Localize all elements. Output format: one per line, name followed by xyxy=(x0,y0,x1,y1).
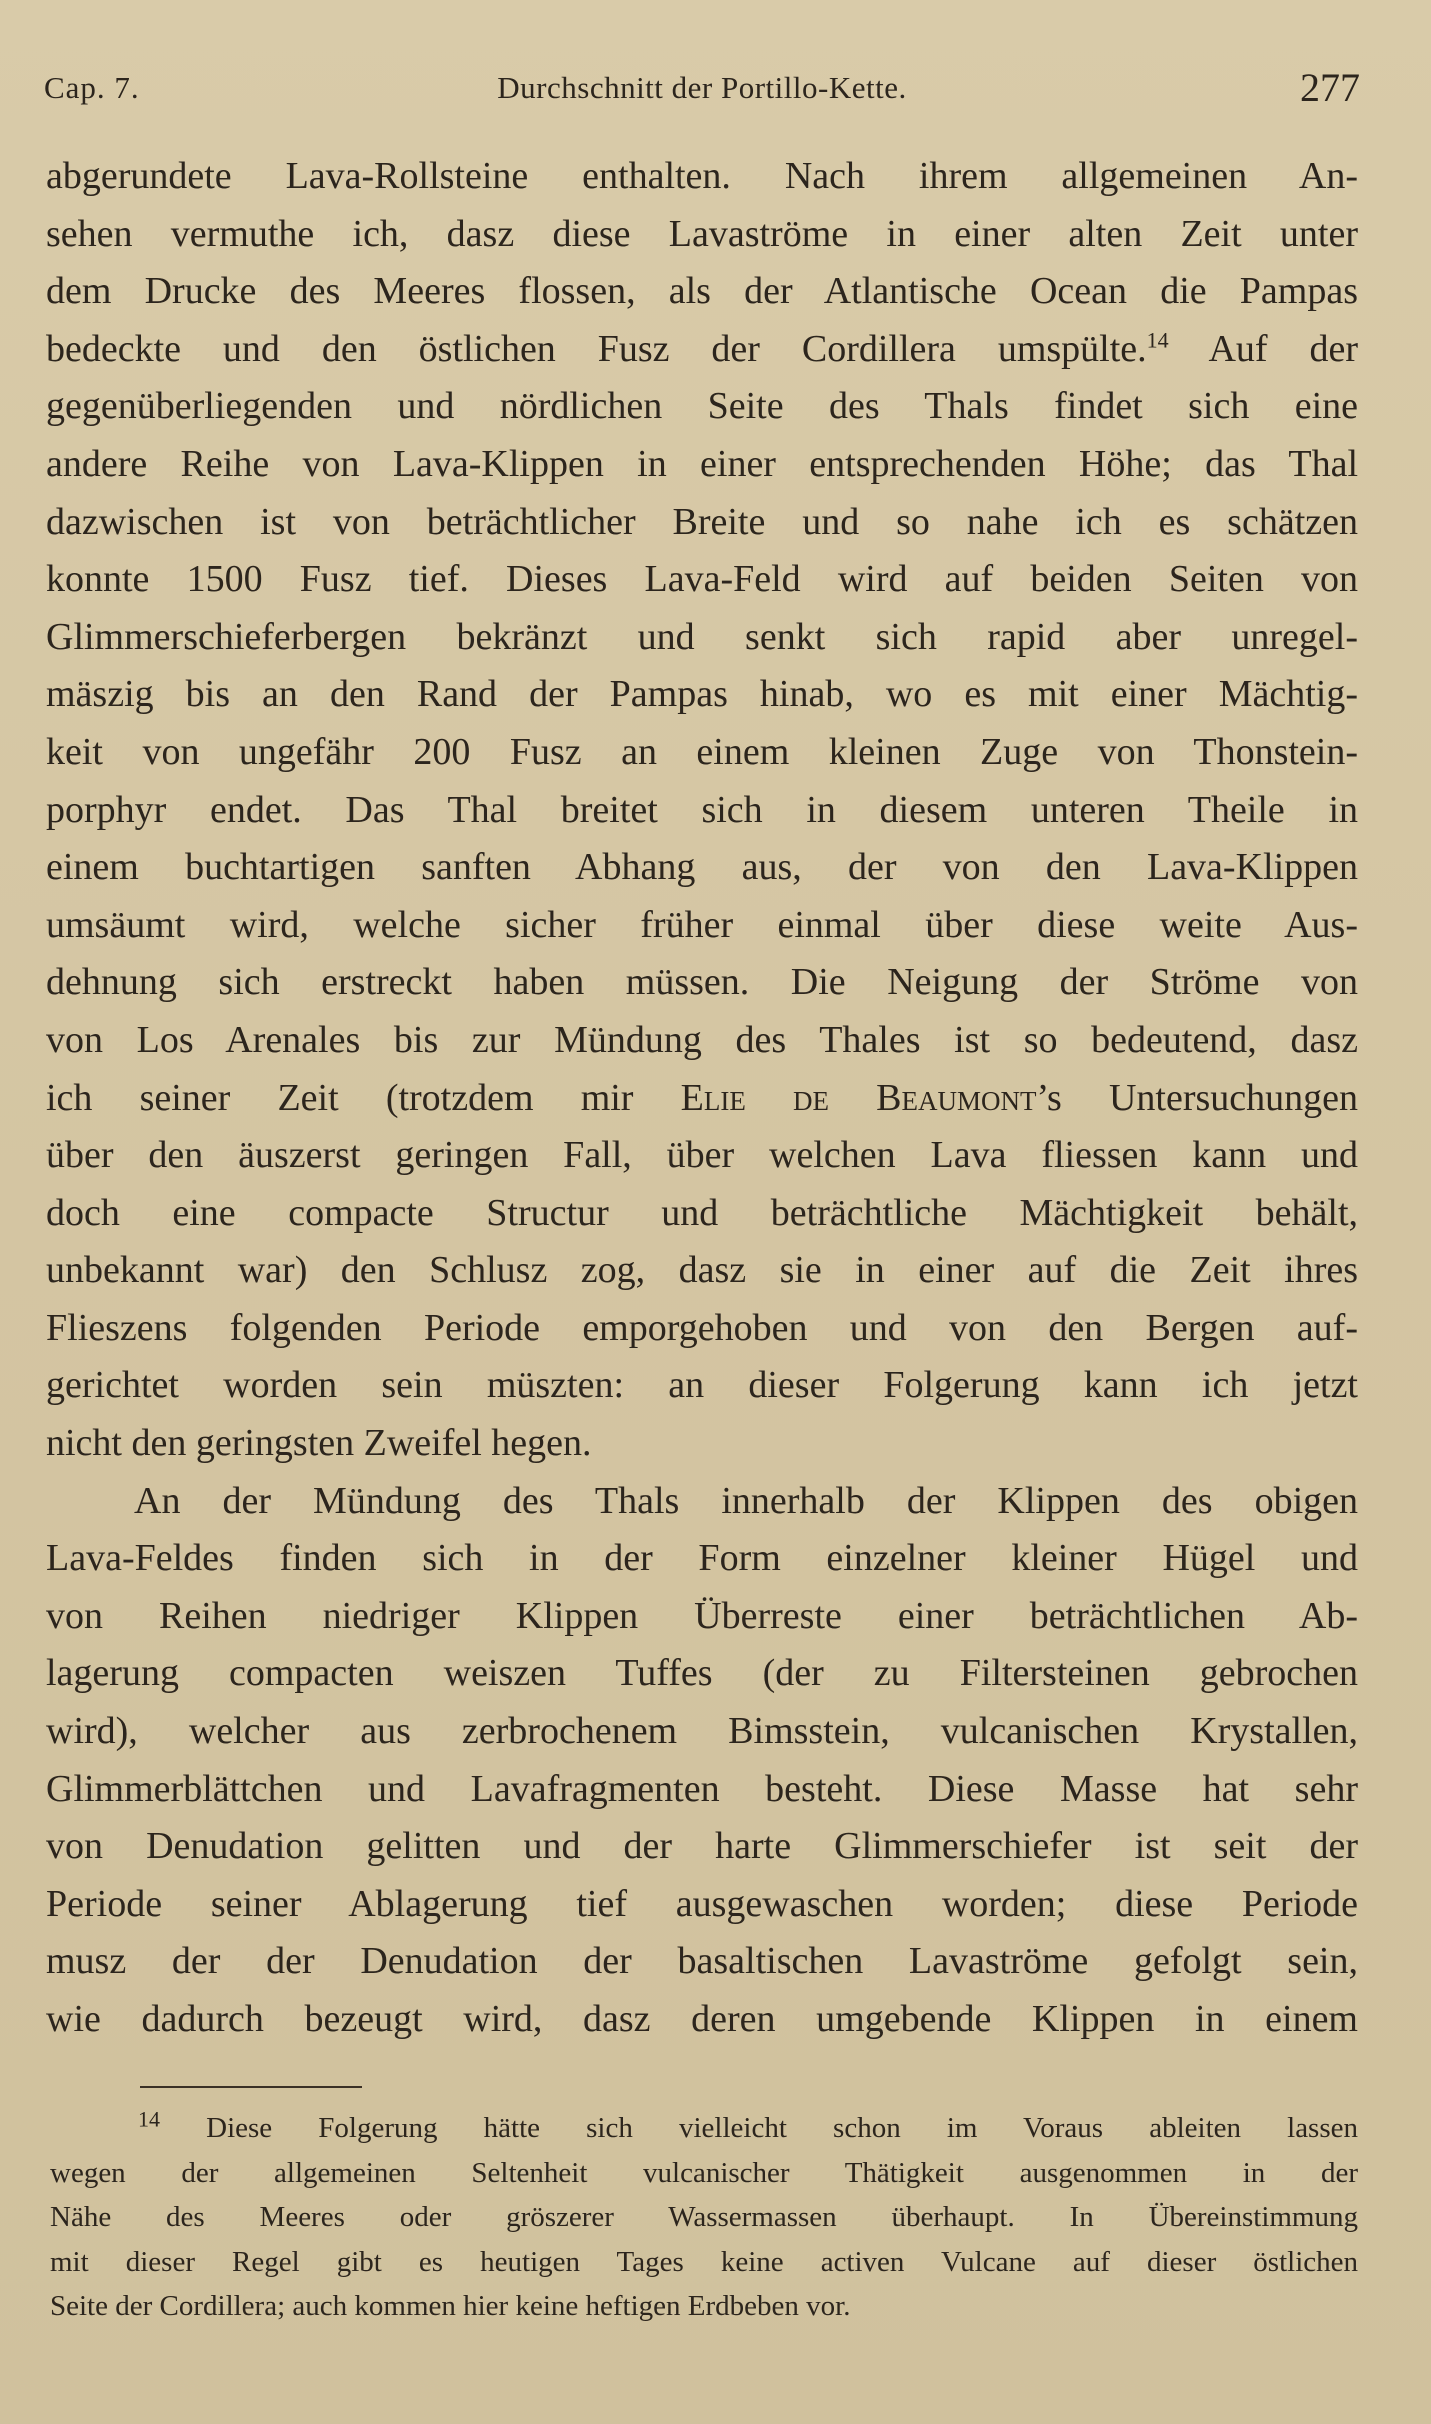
footnote-reference: 14 xyxy=(1146,327,1169,353)
line-text: Auf der xyxy=(1208,327,1358,370)
text-line: konnte 1500 Fusz tief. Dieses Lava-Feld wird auf beiden Seiten von xyxy=(46,558,1358,601)
text-line: über den äuszerst geringen Fall, über welchen Lava fliessen kann und xyxy=(46,1134,1358,1177)
main-text xyxy=(46,148,1358,2049)
text-line: gerichtet worden sein müszten: an dieser Folgerung kann ich jetzt xyxy=(46,1364,1358,1407)
footnote-line: wegen der allgemeinen Seltenheit vulcanischer Thätigkeit ausgenommen in der xyxy=(50,2156,1358,2189)
text-line: An der Mündung des Thals innerhalb der Klippen des obigen xyxy=(134,1479,1358,1522)
text-line: dehnung sich erstreckt haben müssen. Die Neigung der Ströme von xyxy=(46,961,1358,1004)
footnote-line: Seite der Cordillera; auch kommen hier keine heftigen Erdbeben vor. xyxy=(50,2290,851,2323)
text-line: keit von ungefähr 200 Fusz an einem kleinen Zuge von Thonstein- xyxy=(46,730,1358,773)
text-line: abgerundete Lava-Rollsteine enthalten. Nach ihrem allgemeinen An- xyxy=(46,155,1358,197)
footnote-line xyxy=(50,2106,1358,2151)
running-title: Durchschnitt der Portillo-Kette. xyxy=(497,70,907,105)
text-line: sehen vermuthe ich, dasz diese Lavaströme in einer alten Zeit unter xyxy=(46,212,1358,255)
text-line: Lava-Feldes finden sich in der Form einzelner kleiner Hügel und xyxy=(46,1537,1358,1580)
text-line xyxy=(46,321,1358,379)
text-line: von Denudation gelitten und der harte Glimmerschiefer ist seit der xyxy=(46,1825,1358,1868)
text-line: einem buchtartigen sanften Abhang aus, der von den Lava-Klippen xyxy=(46,846,1358,889)
text-line: von Los Arenales bis zur Mündung des Thales ist so bedeutend, dasz xyxy=(46,1018,1358,1061)
footnote-text: Diese Folgerung hätte sich vielleicht schon im Voraus ableiten lassen xyxy=(206,2112,1358,2144)
footnote-divider xyxy=(140,2086,362,2088)
text-line: Glimmerblättchen und Lavafragmenten besteht. Diese Masse hat sehr xyxy=(46,1767,1358,1810)
line-text: bedeckte und den östlichen Fusz der Cordillera umspülte. xyxy=(46,327,1147,370)
text-line: wird), welcher aus zerbrochenem Bimsstein, vulcanischen Krystallen, xyxy=(46,1710,1358,1753)
text-line: andere Reihe von Lava-Klippen in einer entsprechenden Höhe; das Thal xyxy=(46,442,1358,485)
text-line: lagerung compacten weiszen Tuffes (der zu Filtersteinen gebrochen xyxy=(46,1652,1358,1695)
page-number: 277 xyxy=(1300,65,1360,110)
line-text: ich seiner Zeit (trotzdem mir xyxy=(46,1076,634,1119)
text-line: unbekannt war) den Schlusz zog, dasz sie in einer auf die Zeit ihres xyxy=(46,1249,1358,1292)
text-line: Flieszens folgenden Periode emporgehoben und von den Bergen auf- xyxy=(46,1306,1358,1349)
footnote-line: Nähe des Meeres oder gröszerer Wassermassen überhaupt. In Übereinstimmung xyxy=(50,2201,1358,2234)
text-line: mäszig bis an den Rand der Pampas hinab, wo es mit einer Mächtig- xyxy=(46,673,1358,716)
chapter-label: Cap. 7. xyxy=(44,70,140,105)
running-header xyxy=(44,62,1360,122)
text-line: Glimmerschieferbergen bekränzt und senkt sich rapid aber unregel- xyxy=(46,615,1358,658)
text-line: doch eine compacte Structur und beträchtliche Mächtigkeit behält, xyxy=(46,1191,1358,1234)
text-line: Periode seiner Ablagerung tief ausgewaschen worden; diese Periode xyxy=(46,1882,1358,1925)
footnote-number: 14 xyxy=(138,2106,160,2132)
text-line: nicht den geringsten Zweifel hegen. xyxy=(46,1422,592,1465)
text-line xyxy=(46,1070,1358,1128)
text-line: dazwischen ist von beträchtlicher Breite und so nahe ich es schätzen xyxy=(46,500,1358,543)
footnote-line: mit dieser Regel gibt es heutigen Tages keine activen Vulcane auf dieser östlichen xyxy=(50,2245,1358,2278)
text-line: dem Drucke des Meeres flossen, als der Atlantische Ocean die Pampas xyxy=(46,270,1358,313)
text-line: porphyr endet. Das Thal breitet sich in diesem unteren Theile in xyxy=(46,788,1358,831)
footnote xyxy=(50,2106,1358,2329)
text-line: umsäumt wird, welche sicher früher einmal über diese weite Aus- xyxy=(46,903,1358,946)
text-line: von Reihen niedriger Klippen Überreste einer beträchtlichen Ab- xyxy=(46,1594,1358,1637)
line-text: ’s Untersuchungen xyxy=(1036,1076,1358,1119)
author-name: Elie de Beaumont xyxy=(680,1076,1037,1119)
text-line: gegenüberliegenden und nördlichen Seite des Thals findet sich eine xyxy=(46,385,1358,428)
text-line: wie dadurch bezeugt wird, dasz deren umgebende Klippen in einem xyxy=(46,1998,1358,2040)
text-line: musz der der Denudation der basaltischen Lavaströme gefolgt sein, xyxy=(46,1940,1358,1983)
